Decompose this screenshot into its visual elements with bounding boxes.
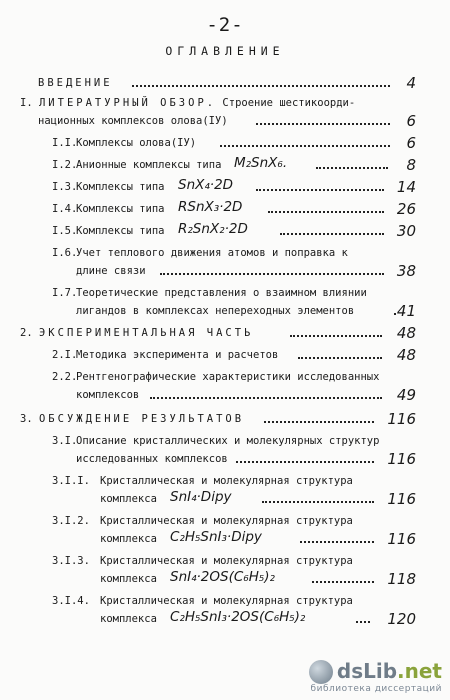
toc-formula: SnX₄·2D — [178, 177, 234, 193]
toc-page: 48 — [396, 346, 416, 364]
toc-formula: C₂H₅SnI₃·Dipy — [170, 529, 262, 545]
toc-page: 14 — [396, 178, 416, 196]
toc-entry-continuation: комплекса — [100, 533, 157, 545]
toc-entry-text: Кристаллическая и молекулярная структура — [100, 515, 353, 527]
dot-leader — [394, 313, 396, 315]
dot-leader — [262, 501, 374, 503]
dot-leader — [236, 461, 374, 463]
toc-entry-continuation: длине связи — [76, 265, 146, 277]
dot-leader — [290, 335, 382, 337]
toc-entry-text: Теоретические представления о взаимном влиянии — [76, 287, 367, 299]
toc-number: I.I. — [52, 137, 78, 149]
toc-number: 2.I. — [52, 349, 78, 361]
toc-title: ОГЛАВЛЕНИЕ — [165, 44, 285, 58]
toc-formula: C₂H₅SnI₃·2OS(C₆H₅)₂ — [170, 609, 306, 625]
watermark-subtitle: библиотека диссертаций — [310, 684, 442, 694]
toc-page: 116 — [387, 410, 416, 428]
toc-number: 3.I.4. — [52, 595, 90, 607]
toc-entry-text: ОБСУЖДЕНИЕ РЕЗУЛЬТАТОВ — [38, 413, 245, 425]
toc-number: 2.2. — [52, 371, 78, 383]
toc-entry-continuation: комплекса — [100, 573, 157, 585]
toc-number: I.5. — [52, 225, 78, 237]
toc-entry-continuation: национных комплексов олова(IУ) — [38, 115, 228, 127]
toc-number: I.6. — [52, 247, 78, 259]
toc-entry-line — [20, 410, 244, 428]
toc-formula: M₂SnX₆. — [234, 155, 288, 171]
toc-number: I.7. — [52, 287, 78, 299]
toc-page: 49 — [396, 386, 416, 404]
toc-number: 3. — [20, 413, 33, 425]
toc-entry-continuation: комплекса — [100, 613, 157, 625]
toc-entry-text: ЛИТЕРАТУРНЫЙ ОБЗОР. — [38, 97, 217, 109]
toc-number: I. — [20, 97, 33, 109]
toc-number: 3.I.2. — [52, 515, 90, 527]
toc-page: 8 — [406, 156, 416, 174]
watermark — [309, 659, 442, 695]
dot-leader — [150, 397, 382, 399]
toc-entry-text-extra: Строение шестикоорди- — [222, 97, 356, 109]
toc-entry-continuation: лигандов в комплексах непереходных элементов — [76, 305, 355, 317]
toc-entry-text: Комплексы типа — [76, 181, 165, 193]
dot-leader — [268, 211, 384, 213]
toc-formula: R₂SnX₂·2D — [178, 221, 248, 237]
toc-number: 3.I. — [52, 435, 78, 447]
toc-formula: SnI₄·2OS(C₆H₅)₂ — [170, 569, 275, 585]
toc-entry-text: Кристаллическая и молекулярная структура — [100, 595, 353, 607]
toc-entry-text: Методика эксперимента и расчетов — [76, 349, 279, 361]
dot-leader — [160, 273, 384, 275]
toc-entry-text: Описание кристаллических и молекулярных структур — [76, 435, 380, 447]
toc-entry-text: ЭКСПЕРИМЕНТАЛЬНАЯ ЧАСТЬ — [38, 327, 254, 339]
toc-entry-line — [20, 94, 355, 112]
toc-entry-text: Кристаллическая и молекулярная структура — [100, 555, 353, 567]
toc-page: 30 — [396, 222, 416, 240]
toc-page: 6 — [406, 134, 416, 152]
toc-number: I.4. — [52, 203, 78, 215]
toc-entry-text: Комплексы типа — [76, 225, 165, 237]
toc-page: 116 — [387, 450, 416, 468]
globe-icon — [309, 660, 333, 684]
watermark-logo-main: dsLib — [336, 658, 398, 683]
dot-leader — [220, 145, 390, 147]
toc-number: 3.I.I. — [52, 475, 90, 487]
dot-leader — [298, 357, 382, 359]
toc-page: 6 — [406, 112, 416, 130]
dot-leader — [300, 541, 374, 543]
toc-number: 3.I.3. — [52, 555, 90, 567]
watermark-logo-tld: .net — [397, 658, 442, 683]
dot-leader — [316, 167, 388, 169]
toc-entry-continuation: исследованных комплексов — [76, 453, 228, 465]
dot-leader — [280, 233, 384, 235]
toc-entry-text: Рентгенографические характеристики исследованных — [76, 371, 380, 383]
toc-page: 4 — [406, 74, 416, 92]
dot-leader — [256, 123, 390, 125]
toc-entry-text: Комплексы олова(IУ) — [76, 137, 197, 149]
page-number: -2- — [206, 14, 244, 36]
toc-page: 38 — [396, 262, 416, 280]
toc-number: I.3. — [52, 181, 78, 193]
dot-leader — [312, 581, 374, 583]
toc-formula: SnI₄·Dipy — [170, 489, 232, 505]
toc-entry-continuation: комплекса — [100, 493, 157, 505]
toc-entry-text: Учет теплового движения атомов и поправка к — [76, 247, 348, 259]
toc-entry-text: Комплексы типа — [76, 203, 165, 215]
dot-leader — [256, 189, 384, 191]
watermark-logo — [309, 659, 442, 685]
toc-page: 116 — [387, 530, 416, 548]
toc-number: I.2. — [52, 159, 78, 171]
dot-leader — [356, 621, 370, 623]
toc-page: 26 — [396, 200, 416, 218]
toc-entry-text: ВВЕДЕНИЕ — [38, 77, 113, 89]
toc-page: 118 — [387, 570, 416, 588]
toc-formula: RSnX₃·2D — [178, 199, 243, 215]
dot-leader — [132, 85, 390, 87]
toc-page: 48 — [396, 324, 416, 342]
toc-page: 116 — [387, 490, 416, 508]
dot-leader — [264, 421, 374, 423]
toc-number: 2. — [20, 327, 33, 339]
toc-page: 120 — [387, 610, 416, 628]
toc-entry-continuation: комплексов — [76, 389, 140, 401]
toc-entry-text: Анионные комплексы типа — [76, 159, 222, 171]
toc-page: 41 — [396, 302, 416, 320]
toc-entry-line — [20, 324, 253, 342]
toc-entry-text: Кристаллическая и молекулярная структура — [100, 475, 353, 487]
